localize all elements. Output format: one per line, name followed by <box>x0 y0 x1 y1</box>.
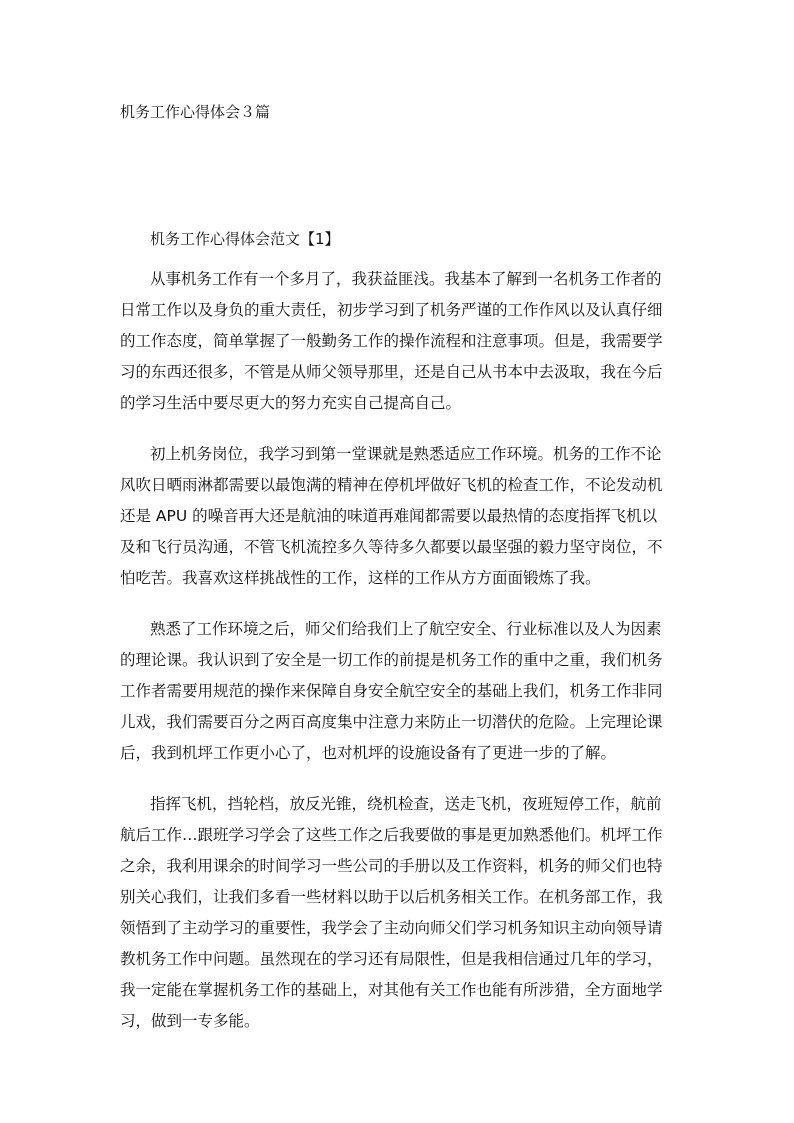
paragraph-line: 教机务工作中问题。虽然现在的学习还有局限性，但是我相信通过几年的学习， <box>120 950 663 968</box>
paragraph-line: 别关心我们，让我们多看一些材料以助于以后机务相关工作。在机务部工作，我 <box>120 888 663 906</box>
paragraph-line: 的工作态度，简单掌握了一般勤务工作的操作流程和注意事项。但是，我需要学 <box>120 332 663 350</box>
paragraph-line: 习的东西还很多，不管是从师父领导那里，还是自己从书本中去汲取，我在今后 <box>120 363 663 381</box>
paragraph-line: 的理论课。我认识到了安全是一切工作的前提是机务工作的重中之重，我们机务 <box>120 651 663 669</box>
paragraph-line: 从事机务工作有一个多月了，我获益匪浅。我基本了解到一名机务工作者的 <box>150 270 662 288</box>
paragraph-line: 航后工作…跟班学习学会了这些工作之后我要做的事是更加熟悉他们。机坪工作 <box>120 826 663 844</box>
paragraph-line: 领悟到了主动学习的重要性，我学会了主动向师父们学习机务知识主动向领导请 <box>120 919 663 937</box>
paragraph-line: 后，我到机坪工作更小心了，也对机坪的设施设备有了更进一步的了解。 <box>120 744 617 762</box>
paragraph-line: 及和飞行员沟通，不管飞机流控多久等待多久都要以最坚强的毅力坚守岗位，不 <box>120 538 663 556</box>
paragraph-line: 儿戏，我们需要百分之两百高度集中注意力来防止一切潜伏的危险。上完理论课 <box>120 713 663 731</box>
paragraph-1 <box>120 264 680 419</box>
paragraph-line: 我一定能在掌握机务工作的基础上，对其他有关工作也能有所涉猎，全方面地学 <box>120 981 663 999</box>
paragraph-line: 还是 APU 的噪音再大还是航油的味道再难闻都需要以最热情的态度指挥飞机以 <box>120 507 658 525</box>
section-heading: 机务工作心得体会范文【1】 <box>150 230 340 248</box>
paragraph-4 <box>120 789 680 1037</box>
paragraph-line: 熟悉了工作环境之后，师父们给我们上了航空安全、行业标准以及人为因素 <box>150 620 662 638</box>
paragraph-line: 之余，我利用课余的时间学习一些公司的手册以及工作资料，机务的师父们也特 <box>120 857 663 875</box>
paragraph-line: 的学习生活中要尽更大的努力充实自己提高自己。 <box>120 394 462 412</box>
paragraph-line: 工作者需要用规范的操作来保障自身安全航空安全的基础上我们，机务工作非同 <box>120 682 663 700</box>
paragraph-line: 初上机务岗位，我学习到第一堂课就是熟悉适应工作环境。机务的工作不论 <box>150 445 662 463</box>
paragraph-line: 日常工作以及身负的重大责任，初步学习到了机务严谨的工作作风以及认真仔细 <box>120 301 663 319</box>
paragraph-line: 怕吃苦。我喜欢这样挑战性的工作，这样的工作从方方面面锻炼了我。 <box>120 569 601 587</box>
paragraph-line: 风吹日晒雨淋都需要以最饱满的精神在停机坪做好飞机的检查工作，不论发动机 <box>120 476 663 494</box>
document-title: 机务工作心得体会３篇 <box>120 103 271 121</box>
paragraph-3 <box>120 614 680 769</box>
paragraph-line: 习，做到一专多能。 <box>120 1012 260 1030</box>
document-body <box>120 264 680 1057</box>
paragraph-line: 指挥飞机，挡轮档，放反光锥，绕机检查，送走飞机，夜班短停工作，航前 <box>150 795 662 813</box>
paragraph-2 <box>120 439 680 594</box>
